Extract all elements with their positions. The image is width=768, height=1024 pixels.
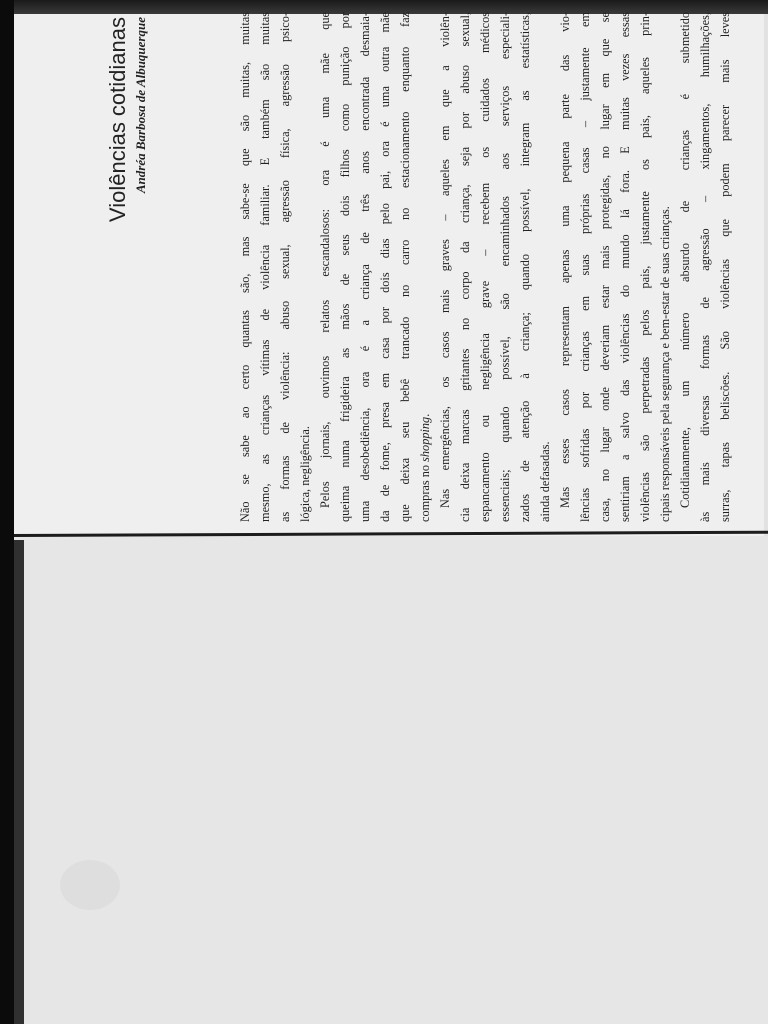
text-line: mesmo, as crianças vítimas de violência familiar. E também são muitas bbox=[258, 12, 272, 522]
text-line: Não se sabe ao certo quantas são, mas sabe-se que são muitas, muitas bbox=[238, 12, 252, 522]
scan-edge-lower bbox=[14, 540, 24, 1024]
text-line: sentiriam a salvo das violências do mundo lá fora. E muitas vezes essas bbox=[618, 12, 632, 522]
text-line: Cotidianamente, um número absurdo de crianças é submetido bbox=[678, 12, 692, 508]
text-line: casa, no lugar onde deveriam estar mais protegidas, no lugar em que se bbox=[598, 12, 612, 522]
text-line: violências são perpetradas pelos pais, justamente os pais, aqueles prin- bbox=[638, 12, 652, 522]
text-line: espancamento ou negligência grave – recebem os cuidados médicos bbox=[478, 12, 492, 522]
text-line: Nas emergências, os casos mais graves – aqueles em que a violên- bbox=[438, 12, 452, 508]
rotated-article bbox=[105, 12, 732, 522]
text-line: Mas esses casos representam apenas uma pequena parte das vio- bbox=[558, 12, 572, 508]
text-line: queima numa frigideira as mãos de seus dois filhos como punição por bbox=[338, 12, 352, 522]
article-author: Andréa Barbosa de Albuquerque bbox=[133, 17, 148, 194]
text-line: lências sofridas por crianças em suas próprias casas – justamente em bbox=[578, 12, 592, 522]
text-line: zados de atenção à criança; quando possível, integram as estatísticas, bbox=[518, 12, 532, 522]
text-line: as formas de violência: abuso sexual, agressão física, agressão psico- bbox=[278, 12, 292, 522]
text-line: da de fome, presa em casa por dois dias pelo pai, ora é uma outra mãe bbox=[378, 12, 392, 522]
article-title: Violências cotidianas bbox=[105, 17, 130, 223]
text-line: Pelos jornais, ouvimos relatos escandalosos: ora é uma mãe que bbox=[318, 12, 332, 508]
text-line: ainda defasadas. bbox=[538, 441, 552, 522]
text-line: surras, tapas beliscões. São violências que podem parecer mais leves bbox=[718, 12, 732, 522]
text-line: essenciais; quando possível, são encaminhados aos serviços especiali- bbox=[498, 12, 512, 522]
paper-stain bbox=[60, 860, 120, 910]
text-fragment: compras no bbox=[418, 464, 432, 522]
text-line: cipais responsáveis pela segurança e bem-estar de suas crianças. bbox=[658, 206, 672, 522]
text-line: lógica, negligência. bbox=[298, 426, 312, 522]
text-line: cia deixa marcas gritantes no corpo da criança, seja por abuso sexual, bbox=[458, 12, 472, 522]
text-line-with-italic: compras no shopping. bbox=[418, 413, 432, 522]
scan-edge-left bbox=[0, 0, 14, 1024]
page-lower bbox=[14, 536, 768, 1024]
italic-word: shopping bbox=[418, 416, 432, 462]
text-line: uma desobediência, ora é a criança de três anos encontrada desmaia- bbox=[358, 12, 372, 522]
text-line: que deixa seu bebê trancado no carro no estacionamento enquanto faz bbox=[398, 12, 412, 522]
text-line: às mais diversas formas de agressão – xingamentos, humilhações, bbox=[698, 12, 712, 522]
